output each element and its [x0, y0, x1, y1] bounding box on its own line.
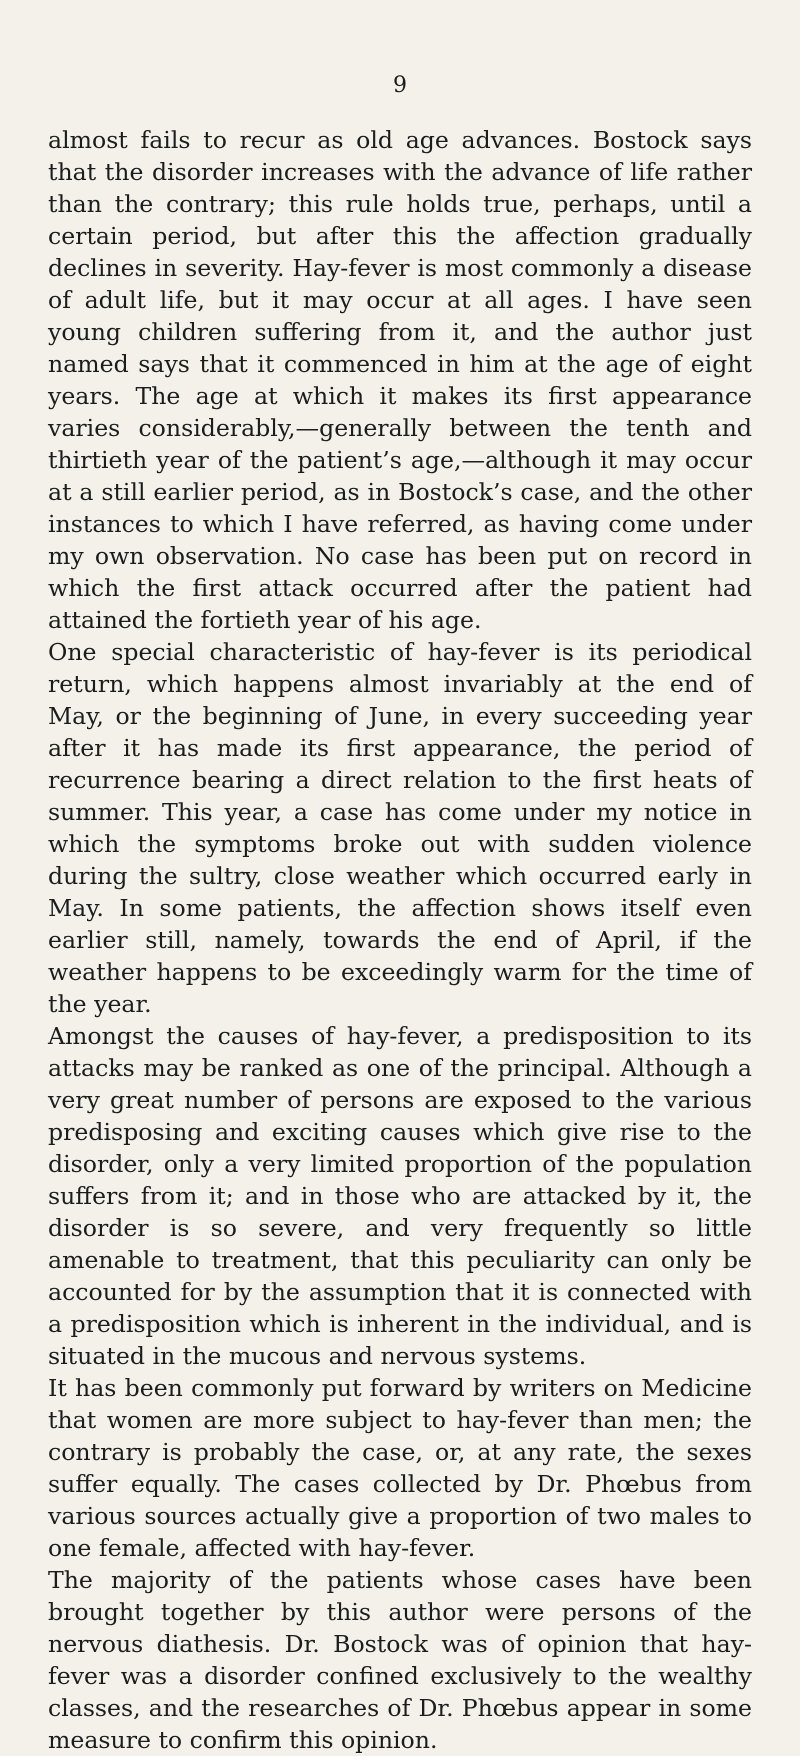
paragraph-periodical-return: One special characteristic of hay-fever is its periodical return, which happens almost invariably at the end of May, or the beginning of June, in every succeeding year after it has made its first appearance, the period of recurrence bearing a direct relation to the first heats of summer. This year, a case has come under my notice in which the symptoms broke out with sudden violence during the sultry, close weather which occurred early in May. In some patients, the affection shows itself even earlier still, namely, towards the end of April, if the weather happens to be exceedingly warm for the time of the year. [48, 638, 752, 1018]
paragraph-age-of-onset: almost fails to recur as old age advances. Bostock says that the disorder increases with the advance of life rather than the contrary; this rule holds true, perhaps, until a certain period, but after this the affection gradually declines in severity. Hay-fever is most commonly a disease of adult life, but it may occur at all ages. I have seen young children suffering from it, and the author just named says that it commenced in him at the age of eight years. The age at which it makes its first appearance varies considerably,—generally between the tenth and thirtieth year of the patient’s age,—although it may occur at a still earlier period, as in Bostock’s case, and the other instances to which I have referred, as having come under my own observation. No case has been put on record in which the first attack occurred after the patient had attained the fortieth year of his age. [48, 126, 752, 634]
paragraph-predisposition: Amongst the causes of hay-fever, a predisposition to its attacks may be ranked as one of the principal. Although a very great number of persons are exposed to the various predisposing and exciting causes which give rise to the disorder, only a very limited proportion of the population suffers from it; and in those who are attacked by it, the disorder is so severe, and very frequently so little amenable to treatment, that this peculiarity can only be accounted for by the assumption that it is connected with a predisposition which is inherent in the individual, and is situated in the mucous and nervous systems. [48, 1022, 752, 1370]
body-text [48, 124, 752, 1756]
paragraph-sexes: It has been commonly put forward by writers on Medicine that women are more subject to hay-fever than men; the contrary is probably the case, or, at any rate, the sexes suffer equally. The cases collected by Dr. Phœbus from various sources actually give a proportion of two males to one female, affected with hay-fever. [48, 1374, 752, 1562]
page-number: 9 [393, 73, 407, 98]
paragraph-nervous-diathesis: The majority of the patients whose cases have been brought together by this author were persons of the nervous diathesis. Dr. Bostock was of opinion that hay-fever was a disorder confined exclusively to the wealthy classes, and the researches of Dr. Phœbus appear in some measure to confirm this opinion. [48, 1566, 752, 1754]
